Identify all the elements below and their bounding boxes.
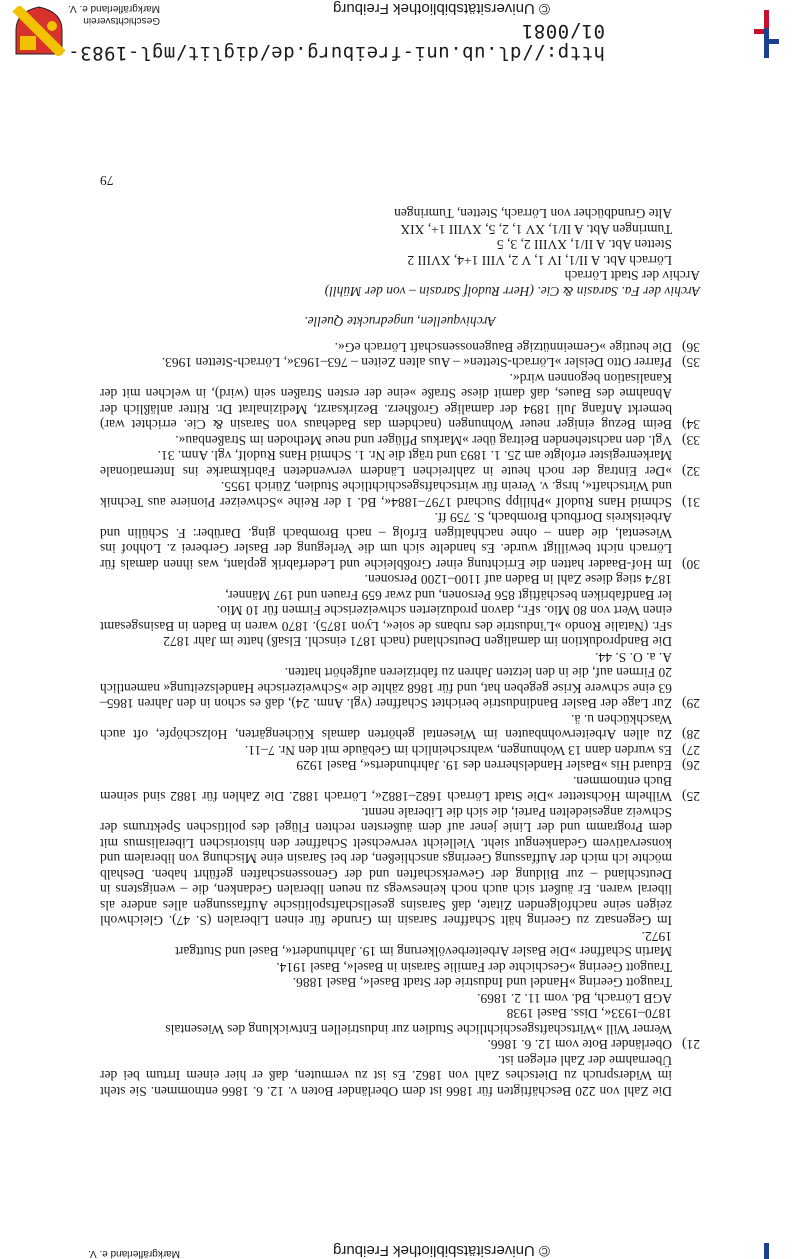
footnotes <box>100 173 700 1100</box>
source-line: Stetten Abt. A II/1, XVIII 2, 3, 5 <box>496 237 672 253</box>
viewer-header-band-partial <box>0 1239 800 1259</box>
archive-line: Archiv der Fa. Sarasin & Cie. (Herr Rudolf Sarasin – von der Mühll) <box>324 284 700 299</box>
footnote: 21) Oberländer Bote vom 12. 6. 1866. <box>487 1037 700 1053</box>
footnote-continuation: Martin Schaffner »Die Basler Arbeiterbevölkerung im 19. Jahrhundert«, Basel und Stuttgart <box>175 944 672 960</box>
footnote: 28) Zu allen Arbeiterwohnbauten im Wiesental gehörten damals Küchengärten, Holzschöpfe, oft auch Waschküchen u. ä. <box>100 712 700 743</box>
footnote: 27) Es wurden dann 13 Wohnungen, wahrscheinlich im Gebäude mit den Nr. 7–11. <box>244 743 700 758</box>
footnote: 26) Eduard His »Basler Handelsherren des 19. Jahrhunderts«, Basel 1929 <box>296 758 700 774</box>
source-line: Archiv der Stadt Lörrach <box>564 268 700 284</box>
sources-heading: Archivquellen, ungedruckte Quelle. <box>304 314 496 330</box>
page-number: 79 <box>100 173 114 188</box>
footnote-continuation: A. a. O. S. 44. <box>595 650 672 665</box>
footnote: 35) Pfarrer Otto Deisler »Lörrach-Stetten« – Aus alten Zeiten – 763–1963«, Lörrach-Stetten 1963. <box>161 355 700 371</box>
footnote: 30) Im Hof-Baader hatten die Errichtung einer Großbleiche und Lederfabrik geplant, was ihnen damals für Lörrach nicht bewilligt wurde. Es handelte sich um die Verlegung der Basler Gerberei z. Lohhof ins Wiesental, die dann – ohne nachhaltigen Erfolg – nach Brombach ging. Darüber: F. Schülin und Arbeitskreis Dorfbuch Brombach, S. 759 ff. <box>100 510 700 572</box>
source-line: Lörrach Abt. A II/1, IV 1, V 2, VIII 1+4, XVIII 2 <box>407 253 672 268</box>
footnote: 34) Beim Bezug einiger neuer Wohnungen (nachdem das Badehaus von Sarasin & Cie. errichtet war) bemerkt Anfang Juli 1894 der damalige Großherz. Bezirksarzt, Medizinalrat Dr. Ritter anläßlich der Abnahme des Baues, daß damit diese Straße »eine der ersten Straßen sein (wird), in welchen mit der Kanalisation begonnen wird«. <box>100 371 700 433</box>
footnote: Die Zahl von 220 Beschäftigten für 1866 ist dem Oberländer Boten v. 12. 6. 1866 entnommen. Sie steht im Widerspruch zu Dietsches Zahl von 1862. Es ist zu vermuten, daß er hier einem Irrtum bei der Übernahme der Zahl erlegen ist. <box>100 1053 672 1099</box>
society-name: Geschichtsverein Markgräflerland e. V. <box>68 3 160 26</box>
footnote: 29) Zur Lage der Basler Bandindustrie berichtet Schaffner (vgl. Anm. 24), daß es schon in den Jahren 1865–63 eine schwere Krise gegeben hat, und für 1868 zählte die »Schweizerische Handelszeitung« namentlich 20 Firmen auf, die in den letzten Jahren zu fabrizieren aufgehört hatten. <box>100 665 700 712</box>
society-crest-icon <box>12 6 66 56</box>
footnote: 33) Vgl. den nachstehenden Beitrag über »Markus Pflüger und neue Methoden im Straßenbau«. <box>175 433 700 448</box>
footnote-continuation: sFr. (Natalie Rondo »L'industrie des rubans de soie«, Lyon 1875). 1870 waren in Baden in Basinsgesamt einen Wert von 80 Mio. sFr., davon produzierten schweizerische Firmen für 10 Mio. <box>100 603 672 634</box>
footnote-continuation: AGB Lörrach, Bd. vom 11. 2. 1869. <box>477 991 672 1006</box>
source-line: Tumringen Abt. A II/1, XV 1, 2, 5, XVIII 1+, XIX <box>400 222 672 237</box>
viewer-footer-band <box>0 0 800 62</box>
copyright-notice: © Universitätsbibliothek Freiburg <box>333 0 550 17</box>
footnote: Im Gegensatz zu Geering hält Schaffner Sarasin im Grunde für einen Liberalen (S. 47). Gleichwohl zeigen seine nachfolgenden Zitate, daß Sarasins gesellschaftspolitische Auffassungen alles andere als liberal waren. Er äußert sich auch noch keineswegs zu neuen liberalen Gedanken, die – wenigstens in Deutschland – zur Bildung der Gewerkschaften und der Genossenschaften geführt haben. Deshalb möchte ich mich der Auffassung Geerings anschließen, der bei Sarasin eine Mischung von liberalem und konservativem Gedankengut sieht. Vielleicht verwechselt Schaffner den historischen Liberalismus mit dem Programm und der Linie jener auf dem äußersten rechten Flügel des politischen Spektrums der Schweiz angesiedelten Partei, die sich die Liberale nennt. <box>100 805 672 929</box>
footnote: 1870–1933«, Diss. Basel 1938 <box>506 1006 672 1022</box>
copyright-notice-partial: © Universitätsbibliothek Freiburg <box>333 1242 550 1259</box>
society-name-partial: Markgräflerland e. V. <box>88 1248 180 1259</box>
footnote-continuation: Die Bandproduktion im damaligen Deutschland (nach 1871 einschl. Elsaß) hatte im Jahr 1872 <box>163 634 672 650</box>
document-url[interactable]: http://dl.ub.uni-freiburg.de/diglit/mgl-1983-01/0081 <box>67 20 605 64</box>
footnote-continuation: Werner Will »Wirtschaftsgeschichtliche Studien zur industriellen Entwicklung des Wiesentals <box>165 1022 672 1037</box>
footnote-continuation: ler Bandfabriken beschäftigt 856 Personen, und zwar 659 Frauen und 197 Männer, <box>225 588 672 603</box>
footnote: 25) Wilhelm Höchstetter »Die Stadt Lörrach 1682–1882«, Lörrach 1882. Die Zahlen für 1882 sind seinem Buch entnommen. <box>100 774 700 805</box>
footnote-continuation: Traugott Geering »Geschichte der Familie Sarasin in Basel«, Basel 1914. <box>276 960 672 975</box>
footnote: Traugott Geering »Handel und Industrie der Stadt Basel«, Basel 1886. <box>292 975 672 991</box>
footnote: 36) Die heutige »Gemeinnützige Baugenossenschaft Lörrach eG«. <box>334 340 700 355</box>
footnote: 32) »Der Eintrag der noch heute in zahlreichen Ländern verwendeten Fabrikmarke ins Internationale Markenregister erfolgte am 25. 1. 1893 und trägt die Nr. 1. Schmid Hans Rudolf, vgl. Anm. 31. <box>100 448 700 479</box>
source-line: Alte Grundbücher von Lörrach, Stetten, Tumringen <box>394 206 672 222</box>
ub-freiburg-logo-partial-icon <box>749 1243 785 1259</box>
footnote: 31) Schmid Hans Rudolf »Philipp Suchard 1797–1884«, Bd. 1 der Reihe »Schweizer Pioniere aus Technik und Wirtschaft«, hrsg. v. Verein für wirtschaftsgeschichtliche Studien, Zürich 1955. <box>100 479 700 510</box>
footnote-continuation: 1874 stieg diese Zahl in Baden auf 1100–1200 Personen. <box>364 572 672 588</box>
footnote-continuation: 1972. <box>641 929 672 944</box>
ub-freiburg-logo-icon <box>749 10 785 58</box>
